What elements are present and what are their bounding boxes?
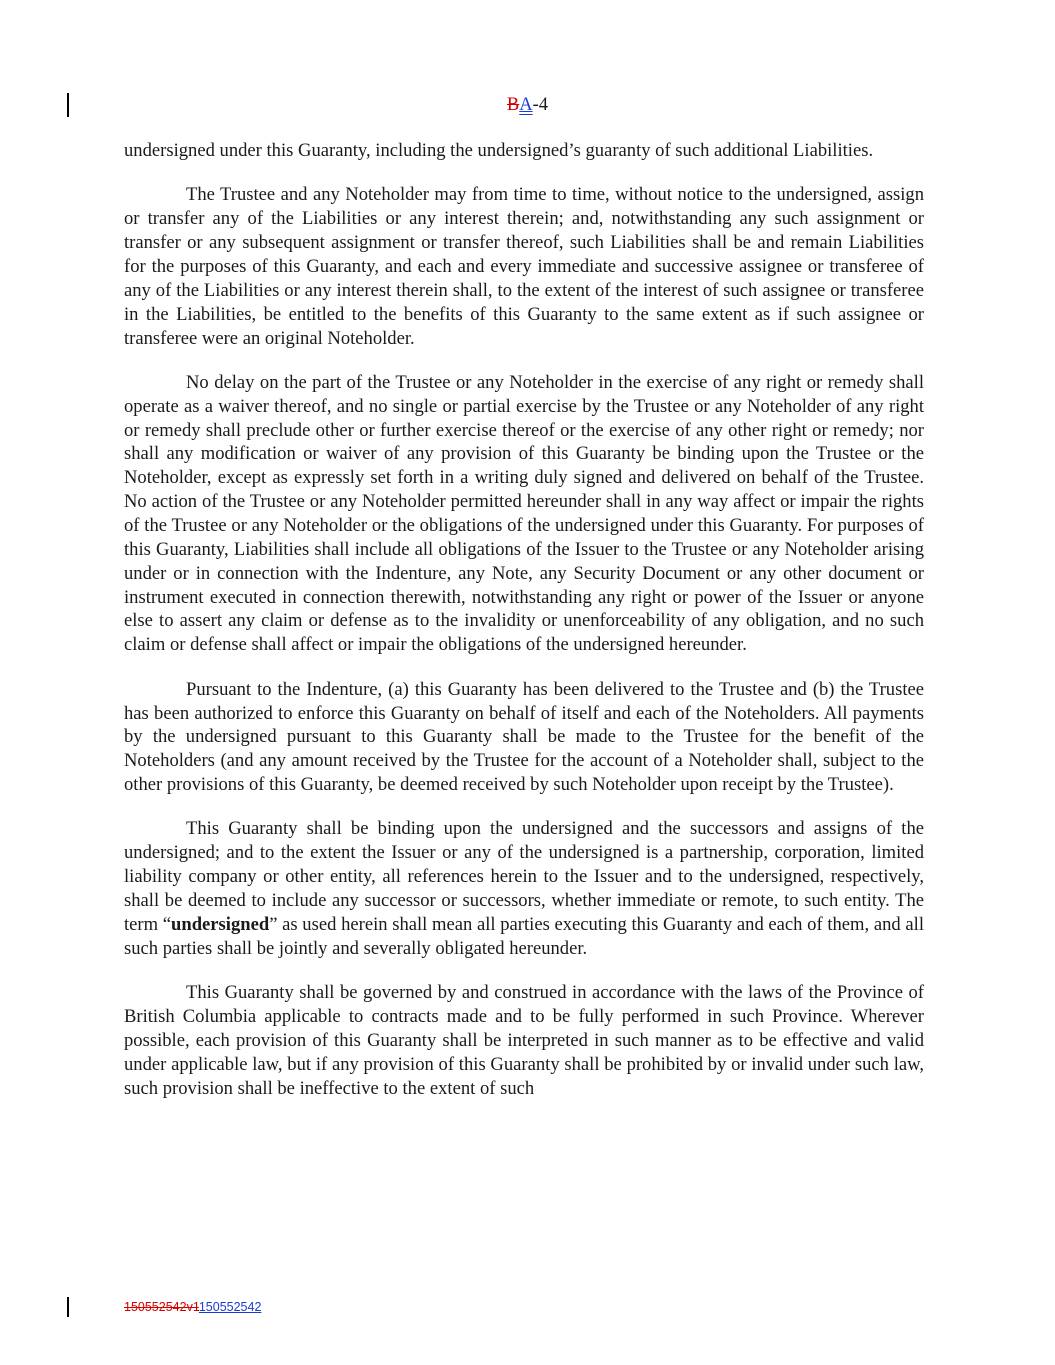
document-id-footer — [124, 1300, 261, 1314]
inserted-document-id: 150552542 — [198, 1300, 262, 1314]
successors-text-before: This Guaranty shall be binding upon the undersigned and the successors and assigns of the undersigned; and to the extent the Issuer or any of the undersigned is a partnership, corporation, limited liability company or other entity, all references herein to the Issuer and to the undersigned, respectively, shall be deemed to include any successor or successors, whether immediate or remote, to such entity. The term “ — [124, 818, 924, 935]
deleted-page-prefix: B — [506, 95, 520, 115]
paragraph-trustee-authority: Pursuant to the Indenture, (a) this Guaranty has been delivered to the Trustee and (b) the Trustee has been authorized to enforce this Guaranty on behalf of itself and each of the Noteholders. All payments by the undersigned pursuant to this Guaranty shall be made to the Trustee for the benefit of the Noteholders (and any amount received by the Trustee for the account of a Noteholder shall, subject to the other provisions of this Guaranty, be deemed received by such Noteholder upon receipt by the Trustee). — [124, 678, 924, 796]
document-body — [124, 139, 924, 1100]
paragraph-governing-law: This Guaranty shall be governed by and construed in accordance with the laws of the Province of British Columbia applicable to contracts made and to be fully performed in such Province. Wherever possible, each provision of this Guaranty shall be interpreted in such manner as to be effective and valid under applicable law, but if any provision of this Guaranty shall be prohibited by or invalid under such law, such provision shall be ineffective to the extent of such — [124, 982, 924, 1099]
paragraph-assignment: The Trustee and any Noteholder may from time to time, without notice to the undersigned, assign or transfer any of the Liabilities or any interest therein; and, notwithstanding any such assignment or transfer or any subsequent assignment or transfer thereof, such Liabilities shall be and remain Liabilities for the purposes of this Guaranty, and each and every immediate and successive assignee or transferee of any of the Liabilities or any interest therein shall, to the extent of the interest of such assignee or transferee in the Liabilities, be entitled to the benefits of this Guaranty to the same extent as if such assignee or transferee were an original Noteholder. — [124, 184, 924, 349]
page-number-header — [0, 94, 1055, 116]
paragraph-no-waiver: No delay on the part of the Trustee or any Noteholder in the exercise of any right or remedy shall operate as a waiver thereof, and no single or partial exercise by the Trustee or any Noteholder of any right or remedy shall preclude other or further exercise thereof or the exercise of any other right or remedy; nor shall any modification or waiver of any provision of this Guaranty be binding upon the Trustee or the Noteholder, except as expressly set forth in a writing duly signed and delivered on behalf of the Trustee. No action of the Trustee or any Noteholder permitted hereunder shall in any way affect or impair the rights of the Trustee or any Noteholder or the obligations of the undersigned under this Guaranty. For purposes of this Guaranty, Liabilities shall include all obligations of the Issuer to the Trustee or any Noteholder arising under or in connection with the Indenture, any Note, any Security Document or any other document or instrument executed in connection therewith, notwithstanding any right or power of the Issuer or anyone else to assert any claim or defense as to the invalidity or unenforceability of any obligation, and no such claim or defense shall affect or impair the obligations of the undersigned hereunder. — [124, 371, 924, 656]
page-number-suffix: -4 — [532, 95, 549, 115]
inserted-page-prefix: A — [519, 95, 533, 115]
defined-term-undersigned: undersigned — [171, 913, 270, 935]
deleted-document-id: 150552542v1 — [124, 1300, 199, 1314]
successors-text-after: ” as used herein shall mean all parties executing this Guaranty and each of them, and all such parties shall be jointly and severally obligated hereunder. — [124, 913, 924, 959]
paragraph-successors — [124, 817, 924, 960]
change-bar-footer — [67, 1297, 69, 1317]
paragraph-continuation: undersigned under this Guaranty, including the undersigned’s guaranty of such additional Liabilities. — [124, 140, 874, 161]
